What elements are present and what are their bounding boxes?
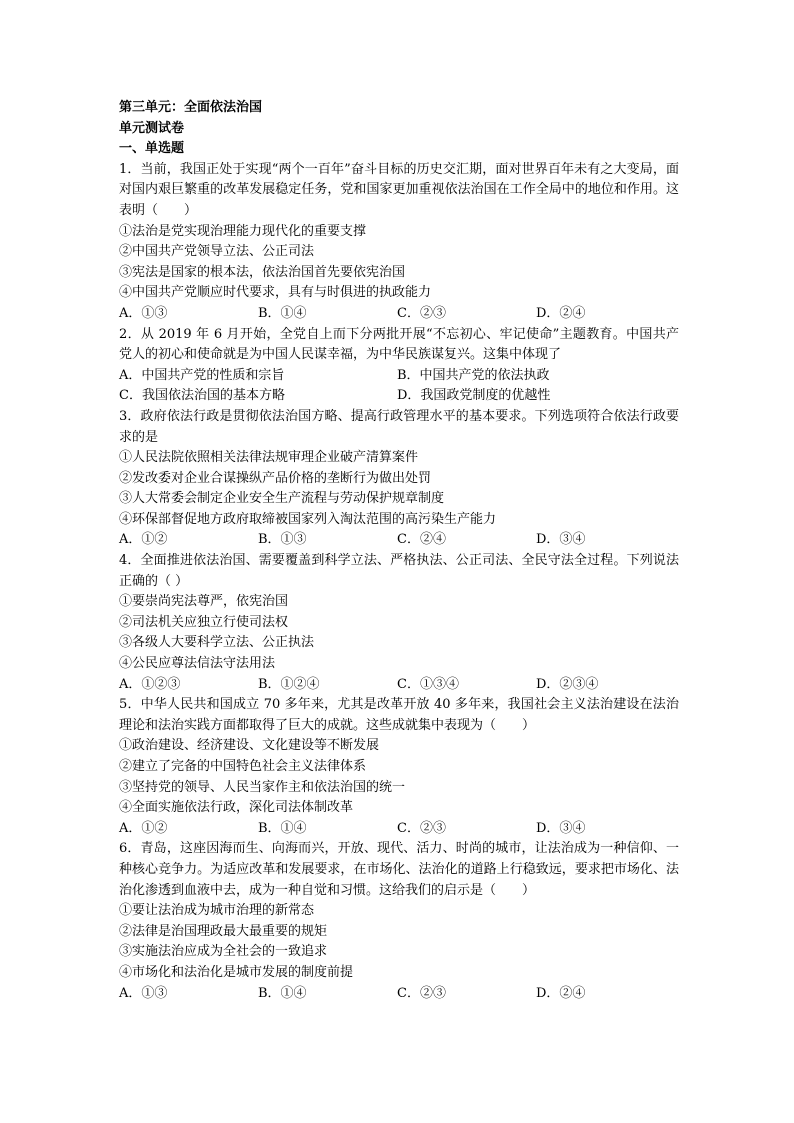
statement-item: ③各级人大要科学立法、公正执法 xyxy=(119,635,315,651)
statement-item: ①人民法院依照相关法律法规审理企业破产清算案件 xyxy=(119,450,419,466)
question-stem: 1．当前，我国正处于实现“两个一百年”奋斗目标的历史交汇期，面对世界百年未有之大变局，面对国内艰巨繁重的改革发展稳定任务，党和国家更加重视依法治国在工作全局中的地位和作用。这表明（ ） xyxy=(119,161,679,218)
statement-item: ④环保部督促地方政府取缔被国家列入淘汰范围的高污染生产能力 xyxy=(119,511,497,527)
statement-item: ②建立了完备的中国特色社会主义法律体系 xyxy=(119,759,367,774)
option-d: D．我国政党制度的优越性 xyxy=(397,388,551,404)
statement-item: ③人大常委会制定企业安全生产流程与劳动保护规章制度 xyxy=(119,491,445,507)
option-b: B．①④ xyxy=(258,820,307,836)
option-d: D．②④ xyxy=(536,985,586,1001)
question-stem: 4．全面推进依法治国、需要覆盖到科学立法、严格执法、公正司法、全民守法全过程。下列说法正确的（ ） xyxy=(119,553,679,589)
statement-item: ③实施法治应成为全社会的一致追求 xyxy=(119,944,328,960)
option-b: B．①②④ xyxy=(258,676,320,692)
option-a: A．①③ xyxy=(119,985,168,1001)
question-stem: 2．从 2019 年 6 月开始，全党自上而下分两批开展“不忘初心、牢记使命”主题教育。中国共产党人的初心和使命就是为中国人民谋幸福，为中华民族谋复兴。这集中体现了 xyxy=(119,326,679,363)
question-stem: 3．政府依法行政是贯彻依法治国方略、提高行政管理水平的基本要求。下列选项符合依法行政要求的是 xyxy=(119,408,679,445)
test-title: 单元测试卷 xyxy=(119,120,185,136)
answer-options xyxy=(119,530,679,551)
question-5 xyxy=(119,695,679,839)
question-4 xyxy=(119,551,679,695)
statement-item: ①要让法治成为城市治理的新常态 xyxy=(119,903,315,919)
option-d: D．③④ xyxy=(536,532,586,548)
option-c: C．①③④ xyxy=(397,676,459,692)
question-3 xyxy=(119,407,679,551)
option-a: A．①② xyxy=(119,820,168,836)
option-a: A．中国共产党的性质和宗旨 xyxy=(119,367,285,383)
statement-item: ④市场化和法治化是城市发展的制度前提 xyxy=(119,964,354,980)
exam-page xyxy=(119,98,679,1004)
statement-item: ②发改委对企业合谋操纵产品价格的垄断行为做出处罚 xyxy=(119,470,432,486)
option-c: C．②④ xyxy=(397,532,446,548)
answer-options xyxy=(119,304,679,325)
option-b: B．①④ xyxy=(258,985,307,1001)
option-c: C．我国依法治国的基本方略 xyxy=(119,388,285,404)
question-stem: 5．中华人民共和国成立 70 多年来，尤其是改革开放 40 多年来，我国社会主义法治建设在法治理论和法治实践方面都取得了巨大的成就。这些成就集中表现为（ ） xyxy=(119,697,679,733)
statement-item: ④全面实施依法行政，深化司法体制改革 xyxy=(119,800,354,816)
question-6 xyxy=(119,839,679,1004)
option-c: C．②③ xyxy=(397,820,446,836)
answer-options xyxy=(119,386,679,407)
statement-item: ②法律是治国理政最大最重要的规矩 xyxy=(119,923,328,939)
statement-item: ①政治建设、经济建设、文化建设等不断发展 xyxy=(119,738,380,754)
answer-options xyxy=(119,984,679,1005)
answer-options xyxy=(119,819,679,840)
option-a: A．①③ xyxy=(119,305,168,321)
option-c: C．②③ xyxy=(397,985,446,1001)
option-c: C．②③ xyxy=(397,305,446,321)
answer-options xyxy=(119,366,679,387)
option-d: D．③④ xyxy=(536,820,586,836)
option-a: A．①② xyxy=(119,532,168,548)
unit-title: 第三单元：全面依法治国 xyxy=(119,100,263,115)
question-1 xyxy=(119,160,679,325)
option-a: A．①②③ xyxy=(119,676,181,692)
option-b: B．①④ xyxy=(258,305,307,321)
statement-item: ①要崇尚宪法尊严，依宪治国 xyxy=(119,594,289,610)
question-stem: 6．青岛，这座因海而生、向海而兴，开放、现代、活力、时尚的城市，让法治成为一种信仰、一种核心竞争力。为适应改革和发展要求，在市场化、法治化的道路上行稳致远，要求把市场化、法治化渗透到血液中去，成为一种自觉和习惯。这给我们的启示是（ ） xyxy=(119,841,679,898)
option-d: D．②④ xyxy=(536,305,586,321)
statement-item: ②司法机关应独立行使司法权 xyxy=(119,614,289,630)
statement-item: ③坚持党的领导、人民当家作主和依法治国的统一 xyxy=(119,779,406,795)
option-b: B．①③ xyxy=(258,532,307,548)
question-2 xyxy=(119,325,679,407)
statement-item: ④中国共产党顺应时代要求，具有与时俱进的执政能力 xyxy=(119,285,432,301)
statement-item: ③宪法是国家的根本法，依法治国首先要依宪治国 xyxy=(119,264,406,280)
section-title: 一、单选题 xyxy=(119,141,185,157)
option-b: B．中国共产党的依法执政 xyxy=(397,367,550,383)
answer-options xyxy=(119,675,679,696)
statement-item: ④公民应尊法信法守法用法 xyxy=(119,656,276,672)
statement-item: ①法治是党实现治理能力现代化的重要支撑 xyxy=(119,223,367,239)
statement-item: ②中国共产党领导立法、公正司法 xyxy=(119,244,315,260)
option-d: D．②③④ xyxy=(536,676,599,692)
